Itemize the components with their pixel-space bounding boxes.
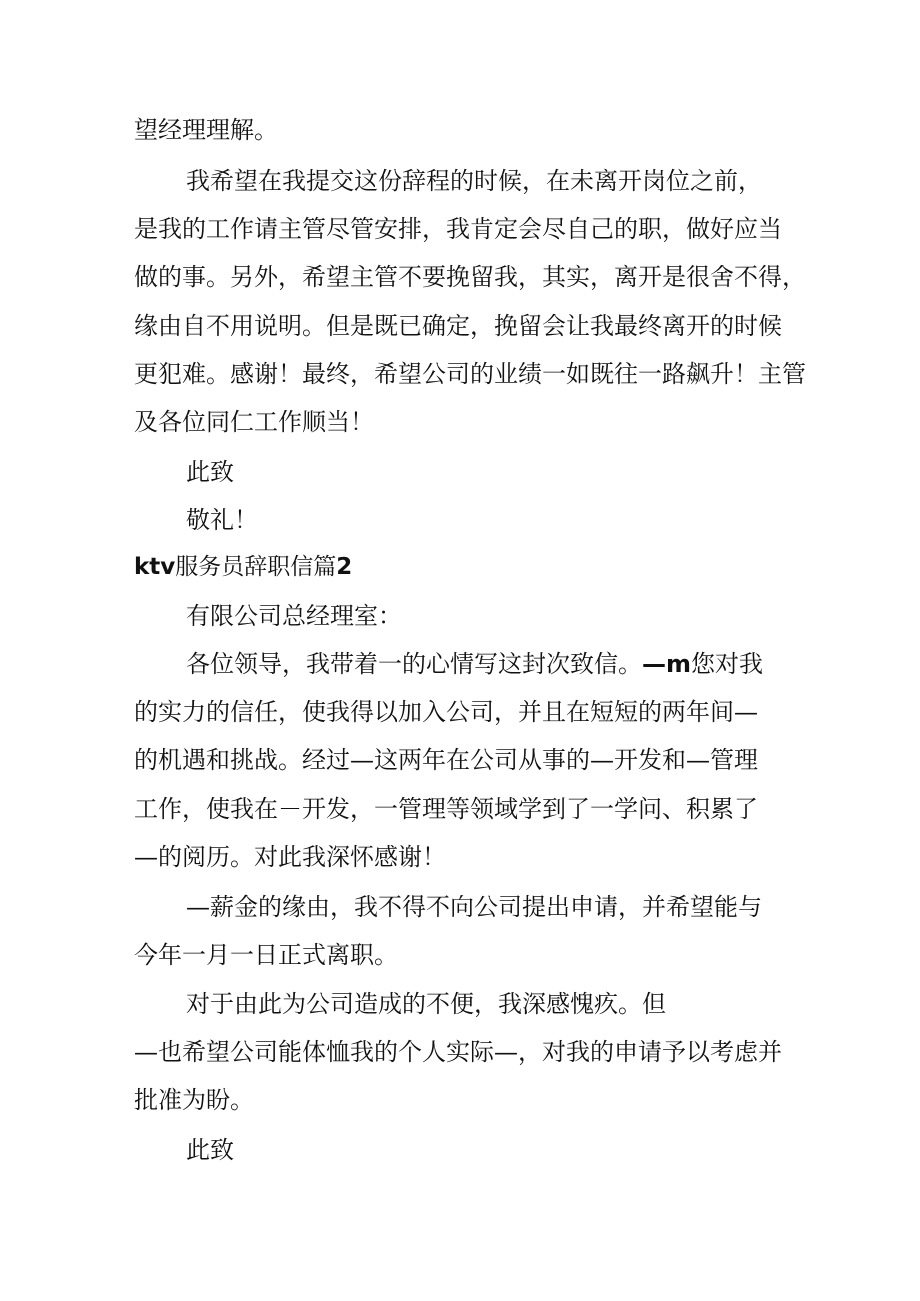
paragraph-line: 对于由此为公司造成的不便，我深感愧疚。但	[186, 990, 666, 1018]
paragraph-line: 的机遇和挑战。经过—这两年在公司从事的—开发和—管理	[134, 746, 758, 774]
paragraph-line: 我希望在我提交这份辞程的时候，在未离开岗位之前，	[186, 167, 762, 195]
paragraph-line: 及各位同仁工作顺当！	[134, 408, 374, 436]
paragraph-line: 工作，使我在－开发，一管理等领域学到了一学问、积累了	[134, 795, 758, 823]
paragraph-line: —也希望公司能体恤我的个人实际—，对我的申请予以考虑并	[134, 1038, 782, 1066]
paragraph-line: 缘由自不用说明。但是既已确定，挽留会让我最终离开的时候	[134, 312, 782, 340]
paragraph-line: 望经理理解。	[134, 116, 278, 144]
salutation-line: 敬礼！	[186, 506, 258, 534]
paragraph-line: 的实力的信任，使我得以加入公司，并且在短短的两年间—	[134, 698, 758, 726]
paragraph-line: —薪金的缘由，我不得不向公司提出申请，并希望能与	[186, 893, 762, 921]
paragraph-line: 更犯难。感谢！最终，希望公司的业绩一如既往一路飙升！主管	[134, 360, 806, 388]
paragraph-line: 今年一月一日正式离职。	[134, 941, 398, 969]
line-tail: 您对我	[691, 650, 764, 678]
paragraph-line: 是我的工作请主管尽管安排，我肯定会尽自己的职，做好应当	[134, 215, 782, 243]
paragraph-line: 做的事。另外，希望主管不要挽留我，其实，离开是很舍不得，	[134, 263, 806, 291]
heading-number: 2	[336, 554, 353, 580]
heading-prefix: ktv	[134, 554, 176, 580]
recipient-line: 有限公司总经理室：	[186, 602, 402, 630]
paragraph-line	[186, 649, 763, 679]
inline-bold-text: —m	[642, 650, 692, 678]
line-text: 各位领导，我带着一的心情写这封次致信。	[186, 650, 642, 678]
paragraph-line: —的阅历。对此我深怀感谢！	[134, 843, 446, 871]
heading-text: 服务员辞职信篇	[175, 554, 337, 580]
closing-line: 此致	[186, 1136, 234, 1164]
paragraph-line: 批准为盼。	[134, 1086, 254, 1114]
closing-line: 此致	[186, 458, 234, 486]
section-heading	[134, 552, 352, 582]
